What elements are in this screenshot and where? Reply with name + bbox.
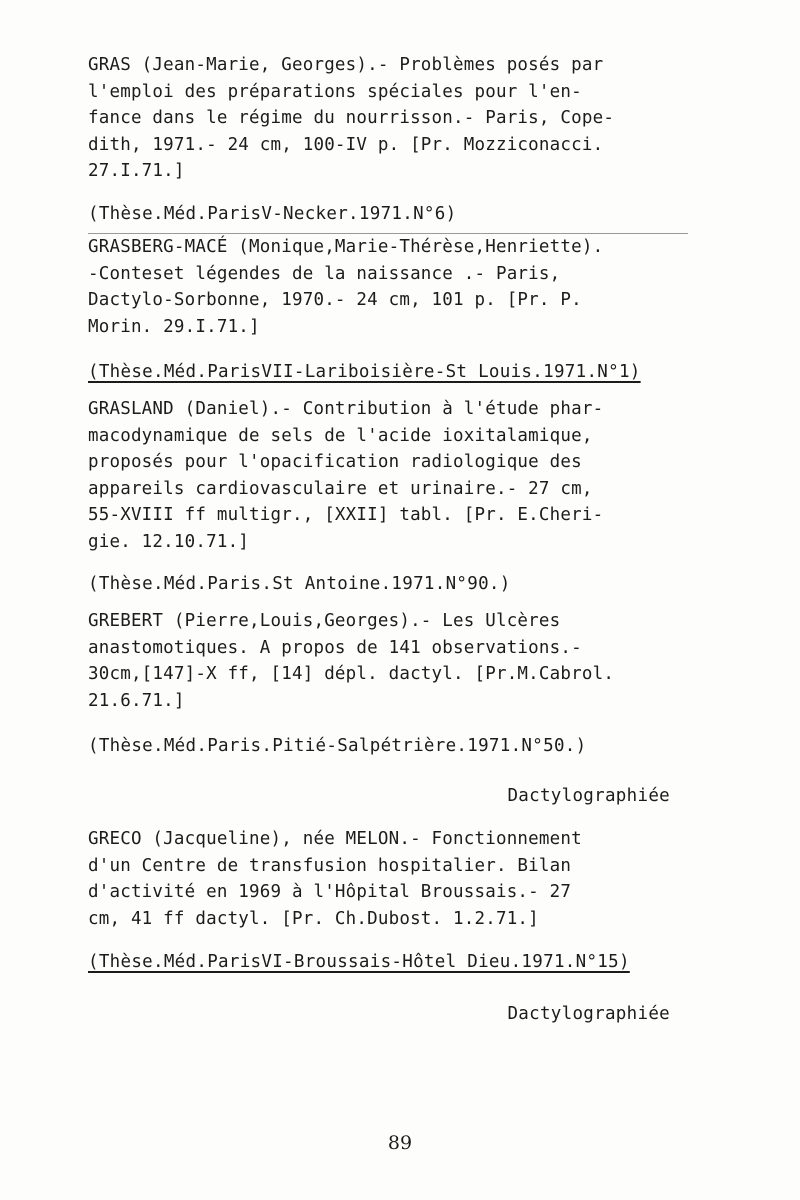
entry-line: 27.I.71.]	[88, 161, 185, 181]
entry-line: dith, 1971.- 24 cm, 100-IV p. [Pr. Mozziconacci.	[88, 134, 604, 155]
entry-line: macodynamique de sels de l'acide ioxitalamique,	[88, 425, 593, 446]
entry-line: GRASBERG-MACÉ (Monique,Marie-Thérèse,Henriette).	[88, 237, 604, 257]
entry-line: gie. 12.10.71.]	[88, 531, 250, 552]
thesis-reference: (Thèse.Méd.ParisVII-Lariboisière-St Louis.1971.N°1)	[88, 362, 641, 382]
entry-line: 30cm,[147]-X ff, [14] dépl. dactyl. [Pr.M.Cabrol.	[88, 664, 615, 684]
entry-text	[88, 234, 708, 340]
entry-line: 21.6.71.]	[88, 690, 185, 711]
entry-line: anastomotiques. A propos de 141 observations.-	[88, 637, 582, 658]
entry-line: GRAS (Jean-Marie, Georges).- Problèmes posés par	[88, 55, 604, 75]
entry-line: GREBERT (Pierre,Louis,Georges).- Les Ulcères	[88, 611, 561, 631]
thesis-reference: (Thèse.Méd.ParisVI-Broussais-Hôtel Dieu.1971.N°15)	[88, 952, 630, 972]
entry-grebert	[88, 608, 708, 714]
entry-line: d'un Centre de transfusion hospitalier. Bilan	[88, 855, 572, 876]
entry-grasberg-mace	[88, 234, 708, 340]
entry-text	[88, 52, 708, 185]
entry-text	[88, 396, 708, 555]
entry-line: -Conteset légendes de la naissance .- Paris,	[88, 263, 561, 284]
entry-line: 55-XVIII ff multigr., [XXII] tabl. [Pr. E.Cheri-	[88, 505, 604, 525]
entry-line: Dactylo-Sorbonne, 1970.- 24 cm, 101 p. [Pr. P.	[88, 290, 582, 310]
entry-line: fance dans le régime du nourrisson.- Paris, Cope-	[88, 108, 615, 128]
entry-line: Morin. 29.I.71.]	[88, 316, 260, 337]
entry-grasland	[88, 396, 708, 555]
entry-gras	[88, 52, 708, 185]
typewritten-note: Dactylographiée	[507, 1004, 670, 1024]
thesis-reference: (Thèse.Méd.Paris.Pitié-Salpétrière.1971.N°50.)	[88, 736, 587, 756]
thesis-reference: (Thèse.Méd.Paris.St Antoine.1971.N°90.)	[88, 574, 511, 594]
entry-line: GRECO (Jacqueline), née MELON.- Fonctionnement	[88, 829, 582, 849]
entry-line: l'emploi des préparations spéciales pour l'en-	[88, 81, 582, 102]
thesis-reference: (Thèse.Méd.ParisV-Necker.1971.N°6)	[88, 204, 457, 224]
entry-text	[88, 826, 708, 932]
entry-greco	[88, 826, 708, 932]
entry-line: GRASLAND (Daniel).- Contribution à l'étude phar-	[88, 399, 604, 419]
entry-line: appareils cardiovasculaire et urinaire.- 27 cm,	[88, 478, 593, 499]
entry-text	[88, 608, 708, 714]
typewritten-note: Dactylographiée	[507, 786, 670, 806]
entry-line: proposés pour l'opacification radiologique des	[88, 452, 582, 472]
page-number: 89	[387, 1132, 413, 1154]
entry-line: cm, 41 ff dactyl. [Pr. Ch.Dubost. 1.2.71.]	[88, 908, 539, 929]
entry-line: d'activité en 1969 à l'Hôpital Broussais.- 27	[88, 882, 572, 902]
